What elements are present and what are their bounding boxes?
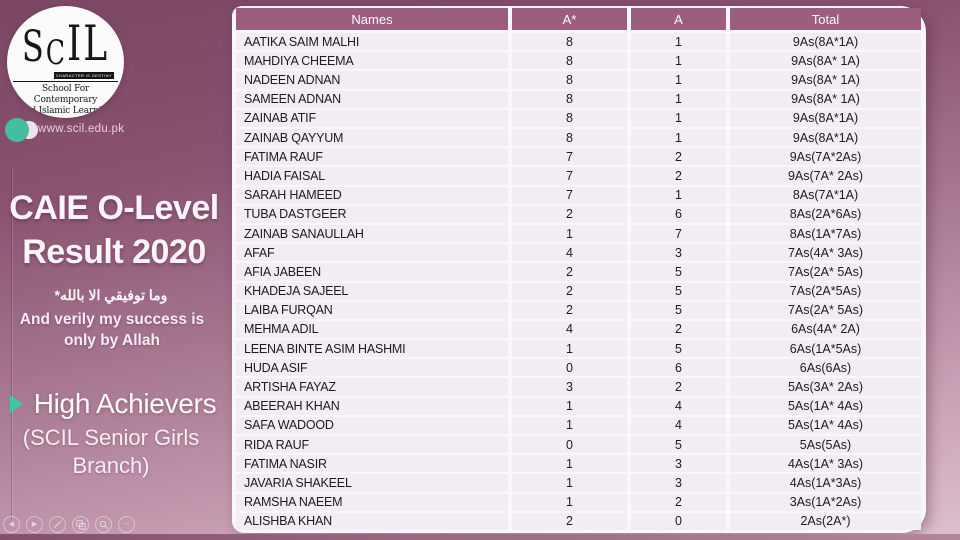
slideshow-controls — [3, 516, 135, 533]
student-name: KHADEJA SAJEEL — [236, 283, 508, 300]
student-name: SARAH HAMEED — [236, 187, 508, 204]
quote-line1: And verily my success is — [19, 311, 205, 328]
student-name: HUDA ASIF — [236, 359, 508, 376]
student-name: SAFA WADOOD — [236, 417, 508, 434]
a-count: 2 — [631, 148, 726, 165]
ellipsis-icon: ⋯ — [123, 521, 130, 528]
student-name: JAVARIA SHAKEEL — [236, 474, 508, 491]
table-row — [236, 244, 921, 261]
student-name: ARTISHA FAYAZ — [236, 378, 508, 395]
student-name: HADIA FAISAL — [236, 167, 508, 184]
school-name — [13, 81, 118, 117]
pen-icon — [53, 520, 62, 529]
section-heading: High Achievers — [33, 388, 217, 419]
total-grades: 9As(8A*1A) — [730, 129, 921, 146]
a-count: 0 — [631, 513, 726, 530]
student-name: MEHMA ADIL — [236, 321, 508, 338]
a-count: 7 — [631, 225, 726, 242]
a-star-count: 1 — [512, 225, 627, 242]
total-grades: 5As(5As) — [730, 436, 921, 453]
total-grades: 2As(2A*) — [730, 513, 921, 530]
total-grades: 6As(4A* 2A) — [730, 321, 921, 338]
a-count: 1 — [631, 110, 726, 127]
table-row — [236, 398, 921, 415]
logo-tagline: CHARACTER IS DESTINY — [55, 73, 112, 78]
a-count: 2 — [631, 494, 726, 511]
header-total: Total — [730, 8, 921, 30]
a-star-count: 1 — [512, 398, 627, 415]
a-star-count: 8 — [512, 52, 627, 69]
a-star-count: 8 — [512, 110, 627, 127]
total-grades: 5As(1A* 4As) — [730, 417, 921, 434]
table-row — [236, 129, 921, 146]
total-grades: 8As(2A*6As) — [730, 206, 921, 223]
a-count: 2 — [631, 378, 726, 395]
table-row — [236, 52, 921, 69]
total-grades: 8As(7A*1A) — [730, 187, 921, 204]
table-row — [236, 474, 921, 491]
header-names: Names — [236, 8, 508, 30]
student-name: ZAINAB SANAULLAH — [236, 225, 508, 242]
more-options-button[interactable] — [118, 516, 135, 533]
table-row — [236, 340, 921, 357]
logo-letter: I — [66, 16, 84, 72]
magnifier-icon — [99, 520, 109, 530]
slide-navigator-button[interactable] — [72, 516, 89, 533]
a-star-count: 7 — [512, 167, 627, 184]
total-grades: 7As(2A* 5As) — [730, 302, 921, 319]
branch-subheading-line2: Branch) — [72, 453, 150, 478]
total-grades: 5As(1A* 4As) — [730, 398, 921, 415]
a-star-count: 4 — [512, 321, 627, 338]
school-name-line2: And Islamic Learning — [18, 106, 113, 116]
a-count: 1 — [631, 52, 726, 69]
a-count: 1 — [631, 91, 726, 108]
a-star-count: 2 — [512, 263, 627, 280]
a-star-count: 1 — [512, 417, 627, 434]
logo-letter: L — [83, 16, 110, 72]
logo-dot-teal — [5, 118, 29, 142]
table-row — [236, 263, 921, 280]
sidebar — [0, 0, 232, 540]
total-grades: 4As(1A* 3As) — [730, 455, 921, 472]
pen-tool-button[interactable] — [49, 516, 66, 533]
total-grades: 6As(6As) — [730, 359, 921, 376]
total-grades: 9As(8A*1A) — [730, 33, 921, 50]
logo-letter: C — [45, 32, 67, 72]
a-count: 5 — [631, 283, 726, 300]
total-grades: 7As(4A* 3As) — [730, 244, 921, 261]
a-star-count: 1 — [512, 340, 627, 357]
student-name: ALISHBA KHAN — [236, 513, 508, 530]
total-grades: 9As(8A*1A) — [730, 110, 921, 127]
student-name: FATIMA RAUF — [236, 148, 508, 165]
header-a: A — [631, 8, 726, 30]
bullet-triangle-icon — [10, 395, 23, 413]
total-grades: 3As(1A*2As) — [730, 494, 921, 511]
student-name: RIDA RAUF — [236, 436, 508, 453]
a-count: 6 — [631, 359, 726, 376]
a-count: 5 — [631, 340, 726, 357]
total-grades: 9As(8A* 1A) — [730, 71, 921, 88]
a-star-count: 8 — [512, 129, 627, 146]
total-grades: 9As(8A* 1A) — [730, 52, 921, 69]
a-star-count: 0 — [512, 359, 627, 376]
school-name-line1: School For Contemporary — [33, 84, 98, 105]
student-name: LEENA BINTE ASIM HASHMI — [236, 340, 508, 357]
branch-subheading-line1: (SCIL Senior Girls — [22, 425, 200, 450]
table-row — [236, 187, 921, 204]
slide-title-line1: CAIE O-Level — [9, 189, 219, 227]
a-star-count: 2 — [512, 206, 627, 223]
a-star-count: 1 — [512, 474, 627, 491]
table-row — [236, 302, 921, 319]
arabic-quote: وما توفيقي الا بالله* — [54, 287, 168, 303]
table-row — [236, 167, 921, 184]
total-grades: 8As(1A*7As) — [730, 225, 921, 242]
a-count: 3 — [631, 455, 726, 472]
a-star-count: 8 — [512, 33, 627, 50]
table-row — [236, 513, 921, 530]
student-name: ZAINAB ATIF — [236, 110, 508, 127]
student-name: TUBA DASTGEER — [236, 206, 508, 223]
student-name: NADEEN ADNAN — [236, 71, 508, 88]
results-card — [232, 6, 926, 533]
student-name: RAMSHA NAEEM — [236, 494, 508, 511]
table-row — [236, 359, 921, 376]
quote-line2: only by Allah — [64, 332, 160, 349]
student-name: MAHDIYA CHEEMA — [236, 52, 508, 69]
a-star-count: 7 — [512, 148, 627, 165]
a-count: 1 — [631, 187, 726, 204]
student-name: AFAF — [236, 244, 508, 261]
table-row — [236, 321, 921, 338]
slide-title — [4, 186, 224, 274]
a-star-count: 2 — [512, 513, 627, 530]
a-count: 1 — [631, 71, 726, 88]
table-row — [236, 91, 921, 108]
a-count: 5 — [631, 302, 726, 319]
a-count: 2 — [631, 167, 726, 184]
student-name: ZAINAB QAYYUM — [236, 129, 508, 146]
total-grades: 9As(8A* 1A) — [730, 91, 921, 108]
next-slide-button[interactable] — [26, 516, 43, 533]
a-count: 5 — [631, 263, 726, 280]
a-star-count: 3 — [512, 378, 627, 395]
a-count: 5 — [631, 436, 726, 453]
a-star-count: 8 — [512, 71, 627, 88]
total-grades: 7As(2A*5As) — [730, 283, 921, 300]
next-icon: ▶ — [31, 521, 38, 528]
table-row — [236, 378, 921, 395]
a-star-count: 1 — [512, 455, 627, 472]
a-star-count: 7 — [512, 187, 627, 204]
table-row — [236, 417, 921, 434]
total-grades: 9As(7A* 2As) — [730, 167, 921, 184]
a-count: 4 — [631, 417, 726, 434]
total-grades: 7As(2A* 5As) — [730, 263, 921, 280]
table-body — [236, 33, 921, 530]
table-row — [236, 148, 921, 165]
a-count: 4 — [631, 398, 726, 415]
slide-title-line2: Result 2020 — [22, 233, 206, 271]
table-row — [236, 71, 921, 88]
website-url: www.scil.edu.pk — [38, 123, 125, 135]
student-name: FATIMA NASIR — [236, 455, 508, 472]
logo-letter: S — [21, 20, 46, 72]
student-name: AATIKA SAIM MALHI — [236, 33, 508, 50]
bottom-strip — [0, 534, 960, 540]
student-name: SAMEEN ADNAN — [236, 91, 508, 108]
a-star-count: 2 — [512, 283, 627, 300]
student-name: LAIBA FURQAN — [236, 302, 508, 319]
a-star-count: 2 — [512, 302, 627, 319]
branch-subheading — [0, 424, 222, 480]
a-count: 2 — [631, 321, 726, 338]
a-star-count: 0 — [512, 436, 627, 453]
a-star-count: 4 — [512, 244, 627, 261]
total-grades: 5As(3A* 2As) — [730, 378, 921, 395]
a-count: 3 — [631, 474, 726, 491]
a-count: 6 — [631, 206, 726, 223]
total-grades: 4As(1A*3As) — [730, 474, 921, 491]
a-star-count: 1 — [512, 494, 627, 511]
table-row — [236, 455, 921, 472]
a-count: 3 — [631, 244, 726, 261]
a-count: 1 — [631, 129, 726, 146]
logo-acronym — [7, 6, 124, 72]
table-row — [236, 436, 921, 453]
slides-icon — [76, 520, 86, 530]
table-row — [236, 225, 921, 242]
a-count: 1 — [631, 33, 726, 50]
quote-translation — [0, 309, 224, 351]
table-row — [236, 33, 921, 50]
section-heading-row — [0, 388, 226, 420]
previous-slide-button[interactable] — [3, 516, 20, 533]
previous-icon: ◀ — [8, 521, 15, 528]
total-grades: 6As(1A*5As) — [730, 340, 921, 357]
school-logo — [7, 6, 124, 118]
student-name: ABEERAH KHAN — [236, 398, 508, 415]
table-row — [236, 206, 921, 223]
student-name: AFIA JABEEN — [236, 263, 508, 280]
total-grades: 9As(7A*2As) — [730, 148, 921, 165]
zoom-slide-button[interactable] — [95, 516, 112, 533]
header-a-star: A* — [512, 8, 627, 30]
table-row — [236, 494, 921, 511]
table-row — [236, 110, 921, 127]
a-star-count: 8 — [512, 91, 627, 108]
table-header — [236, 8, 921, 30]
table-row — [236, 283, 921, 300]
